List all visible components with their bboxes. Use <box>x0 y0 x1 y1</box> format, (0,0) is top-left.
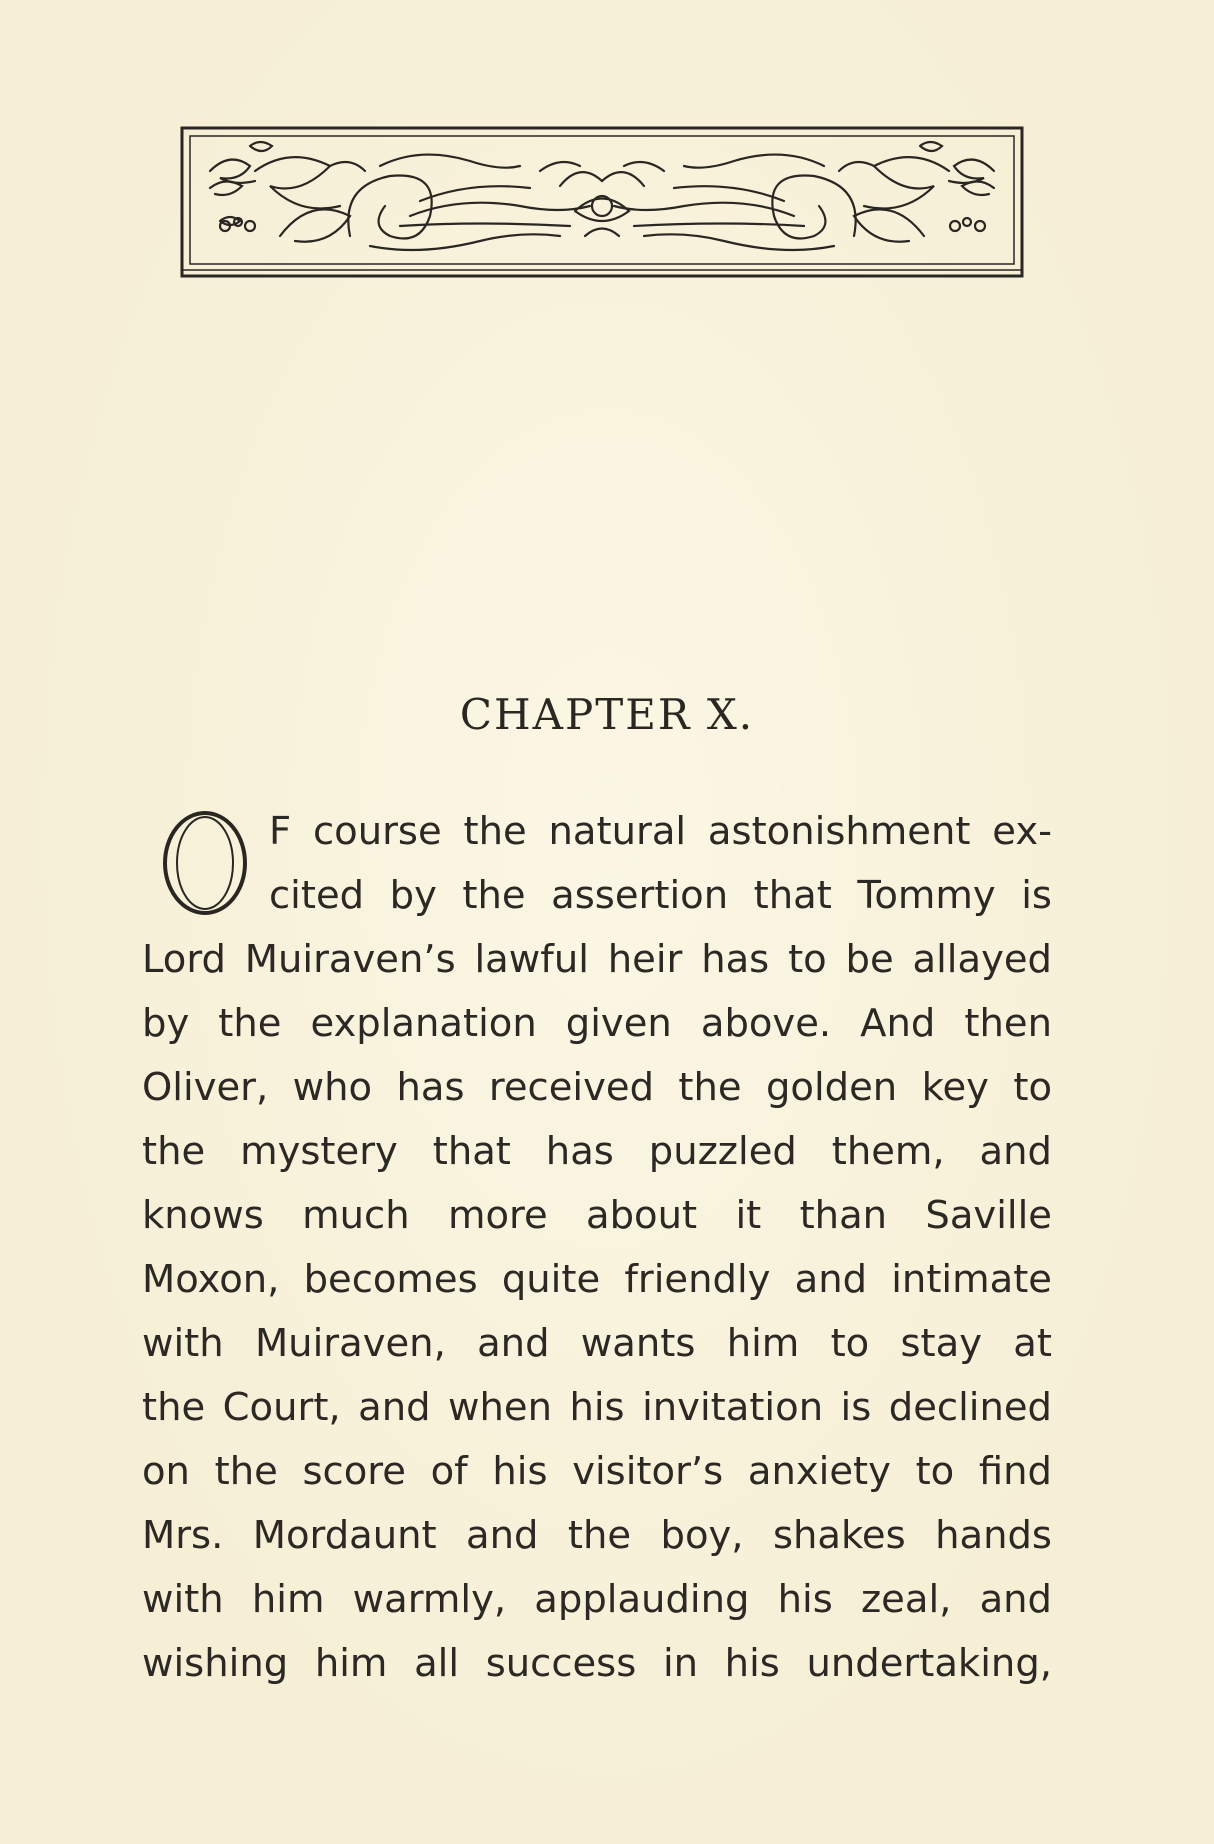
paragraph-line: on the score of his visitor’s anxiety to find <box>142 1449 1052 1494</box>
paragraph-line: cited by the assertion that Tommy is <box>269 873 1052 918</box>
paragraph-line: the Court, and when his invitation is declined <box>142 1385 1052 1430</box>
floral-scroll-headpiece-icon <box>180 126 1024 278</box>
chapter-title: CHAPTER X. <box>459 690 755 739</box>
paragraph-line: Lord Muiraven’s lawful heir has to be allayed <box>142 937 1052 982</box>
paragraph-line: by the explanation given above. And then <box>142 1001 1052 1046</box>
paragraph-line: Mrs. Mordaunt and the boy, shakes hands <box>142 1513 1052 1558</box>
paragraph-line: with Muiraven, and wants him to stay at <box>142 1321 1052 1366</box>
paragraph-line: with him warmly, applauding his zeal, and <box>142 1577 1052 1622</box>
chapter-paragraph <box>142 800 1052 1696</box>
paragraph-line: Moxon, becomes quite friendly and intimate <box>142 1257 1052 1302</box>
paragraph-line: Oliver, who has received the golden key to <box>142 1065 1052 1110</box>
paragraph-line: knows much more about it than Saville <box>142 1193 1052 1238</box>
paragraph-line: wishing him all success in his undertaking, <box>142 1641 1052 1686</box>
paragraph-line: the mystery that has puzzled them, and <box>142 1129 1052 1174</box>
paragraph-line: F course the natural astonishment ex- <box>269 809 1052 854</box>
